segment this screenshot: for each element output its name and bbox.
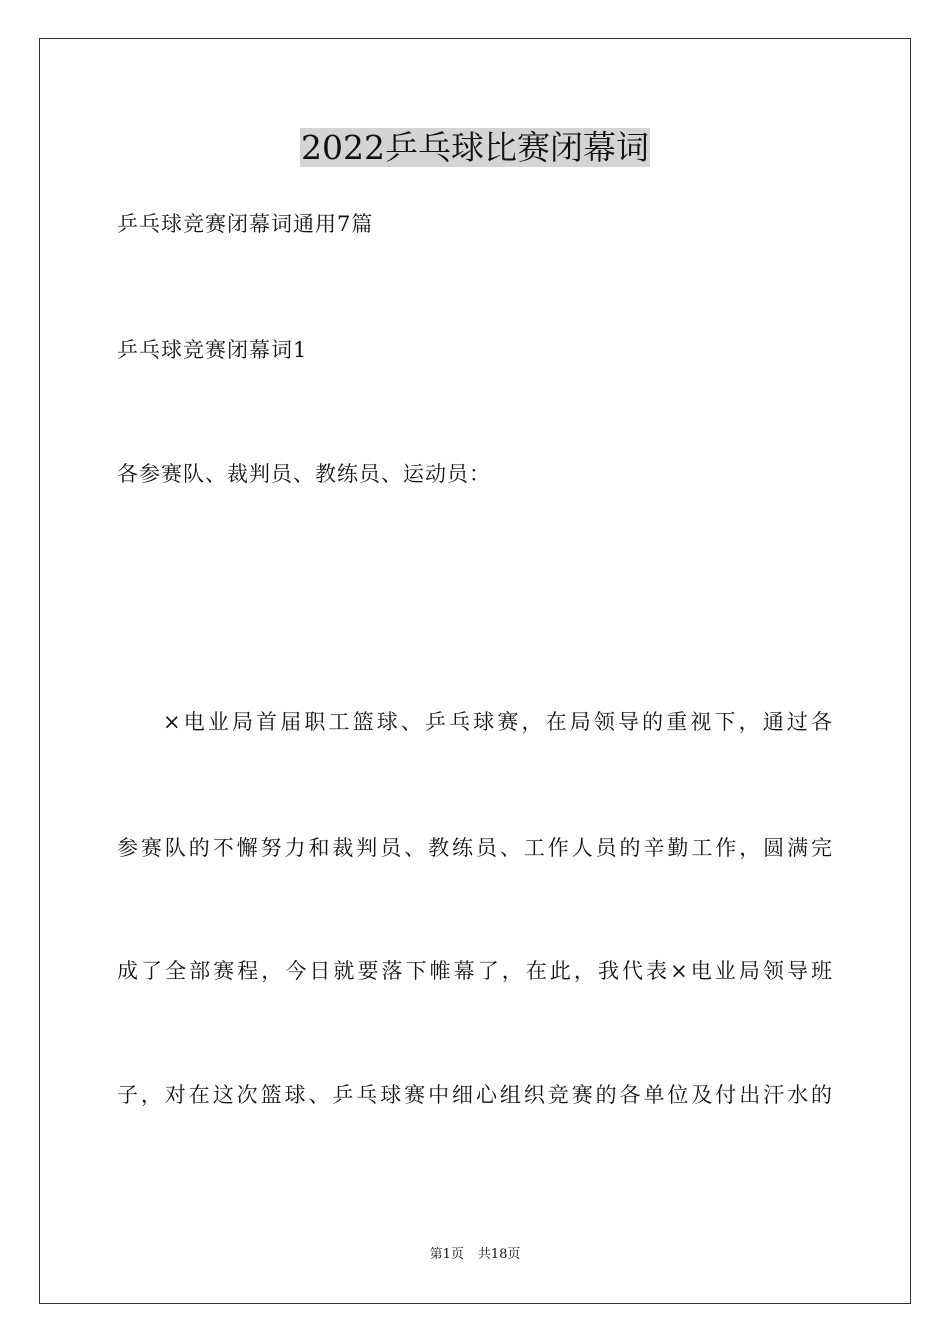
page-total: 共18页 — [477, 1247, 521, 1262]
document-title — [0, 126, 950, 170]
document-subtitle: 乒乓球竞赛闭幕词通用7篇 — [117, 212, 374, 236]
document-title-text: 2022乒乓球比赛闭幕词 — [301, 128, 649, 167]
body-line-4: 子，对在这次篮球、乒乓球赛中细心组织竞赛的各单位及付出汗水的 — [117, 1083, 833, 1107]
page-number: 第1页 — [429, 1247, 464, 1262]
page-footer — [0, 1246, 950, 1264]
salutation: 各参赛队、裁判员、教练员、运动员： — [117, 462, 491, 486]
section-heading: 乒乓球竞赛闭幕词1 — [117, 338, 308, 362]
body-line-2: 参赛队的不懈努力和裁判员、教练员、工作人员的辛勤工作，圆满完 — [117, 836, 833, 860]
body-line-1: ×电业局首届职工篮球、乒乓球赛，在局领导的重视下，通过各 — [163, 710, 833, 734]
body-line-3: 成了全部赛程，今日就要落下帷幕了，在此，我代表×电业局领导班 — [117, 959, 833, 983]
